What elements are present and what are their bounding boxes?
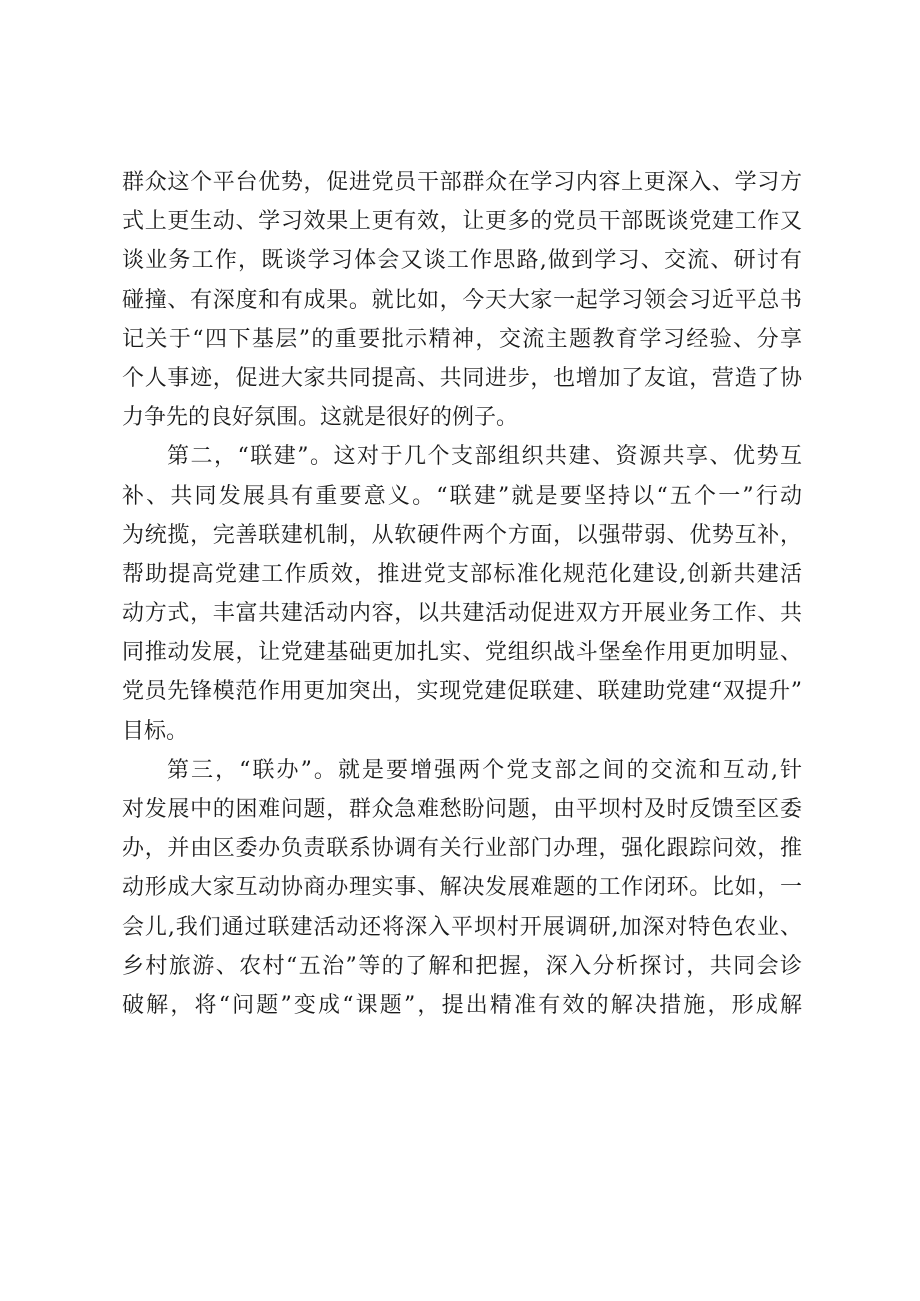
text-line: 党员先锋模范作用更加突出，实现党建促联建、联建助党建“双提升”	[122, 679, 802, 705]
text-line: 同推动发展，让党建基础更加扎实、党组织战斗堡垒作用更加明显、	[122, 640, 802, 666]
text-line: 对发展中的困难问题，群众急难愁盼问题，由平坝村及时反馈至区委	[122, 797, 802, 822]
text-line: 力争先的良好氛围。这就是很好的例子。	[122, 405, 519, 431]
text-line: 帮助提高党建工作质效，推进党支部标准化规范化建设,创新共建活	[122, 561, 802, 587]
text-line: 动方式，丰富共建活动内容，以共建活动促进双方开展业务工作、共	[122, 601, 802, 627]
paragraph-3	[122, 751, 802, 1025]
text-line: 办，并由区委办负责联系协调有关行业部门办理，强化跟踪问效，推	[122, 836, 802, 862]
document-body	[122, 163, 802, 1025]
text-line: 记关于“四下基层”的重要批示精神，交流主题教育学习经验、分享	[122, 326, 802, 352]
text-line: 乡村旅游、农村“五治”等的了解和把握，深入分析探讨，共同会诊	[122, 953, 802, 979]
text-line: 为统揽，完善联建机制，从软硬件两个方面，以强带弱、优势互补，	[122, 522, 802, 548]
text-line: 谈业务工作，既谈学习体会又谈工作思路,做到学习、交流、研讨有	[122, 248, 802, 274]
paragraph-1	[122, 163, 802, 437]
text-line: 动形成大家互动协商办理实事、解决发展难题的工作闭环。比如，一	[122, 875, 802, 901]
text-line: 第二，“联建”。这对于几个支部组织共建、资源共享、优势互	[167, 444, 802, 470]
text-line: 破解，将“问题”变成“课题”，提出精准有效的解决措施，形成解	[122, 992, 802, 1018]
text-line: 会儿,我们通过联建活动还将深入平坝村开展调研,加深对特色农业、	[122, 914, 802, 940]
text-line: 群众这个平台优势，促进党员干部群众在学习内容上更深入、学习方	[122, 170, 802, 195]
text-line: 碰撞、有深度和有成果。就比如，今天大家一起学习领会习近平总书	[122, 287, 802, 313]
paragraph-2	[122, 437, 802, 751]
text-line: 式上更生动、学习效果上更有效，让更多的党员干部既谈党建工作又	[122, 209, 802, 235]
text-line: 个人事迹，促进大家共同提高、共同进步，也增加了友谊，营造了协	[122, 365, 802, 391]
text-line: 补、共同发展具有重要意义。“联建”就是要坚持以“五个一”行动	[122, 483, 802, 509]
text-line: 目标。	[122, 718, 189, 744]
text-line: 第三，“联办”。就是要增强两个党支部之间的交流和互动,针	[167, 757, 802, 783]
